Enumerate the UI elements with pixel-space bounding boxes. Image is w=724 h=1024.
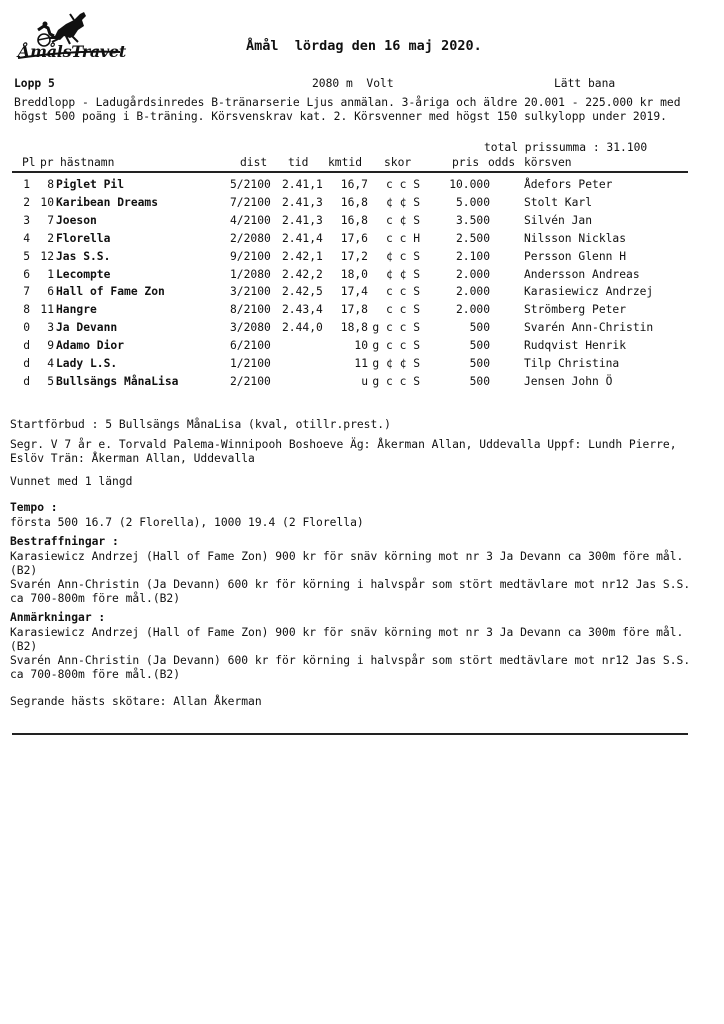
col-pr: pr <box>40 156 54 169</box>
row-horse-name: Jas S.S. <box>56 249 111 263</box>
row-dist: 7/2100 <box>230 195 271 209</box>
col-skor: skor <box>384 156 412 169</box>
row-dist: 5/2100 <box>230 178 271 191</box>
row-pl: 0 <box>23 321 30 335</box>
row-skor: c ¢ S <box>385 213 420 227</box>
row-dist: 9/2100 <box>230 249 271 263</box>
row-pris: 3.500 <box>455 213 490 227</box>
col-name: hästnamn <box>60 156 115 169</box>
row-skor: c c S <box>385 303 420 317</box>
row-kmtid: u <box>361 374 368 388</box>
footer-divider <box>12 733 688 735</box>
row-horse-name: Hangre <box>56 303 97 317</box>
row-horse-name: Hall of Fame Zon <box>56 285 165 299</box>
row-dist: 2/2100 <box>230 374 271 388</box>
row-horse-name: Lecompte <box>56 267 111 281</box>
bestraffningar-heading: Bestraffningar : <box>10 535 119 548</box>
row-pris: 10.000 <box>449 178 490 191</box>
row-pr: 1 <box>47 267 54 281</box>
anmarkning-1: Karasiewicz Andrzej (Hall of Fame Zon) 900 kr för snäv körning mot nr 3 Ja Devann ca 300m före mål.(B2) <box>10 626 684 653</box>
row-kmtid: 18,0 <box>340 267 368 281</box>
row-pris: 5.000 <box>455 195 490 209</box>
anmarkningar-heading: Anmärkningar : <box>10 611 106 624</box>
row-tid: 2.42,1 <box>282 249 323 263</box>
row-driver: Nilsson Nicklas <box>524 231 627 245</box>
row-driver: Andersson Andreas <box>524 267 640 281</box>
row-pl: 4 <box>23 231 30 245</box>
row-skor: g c c S <box>372 374 420 388</box>
startforbud-note: Startförbud : 5 Bullsängs MånaLisa (kval, otillr.prest.) <box>10 418 391 431</box>
row-pr: 3 <box>47 321 54 335</box>
amalstravet-logo <box>14 8 124 64</box>
row-pl: 6 <box>23 267 30 281</box>
row-pr: 7 <box>47 213 54 227</box>
bestraffning-1: Karasiewicz Andrzej (Hall of Fame Zon) 900 kr för snäv körning mot nr 3 Ja Devann ca 300m före mål.(B2) <box>10 550 684 577</box>
row-pr: 11 <box>40 303 54 317</box>
header-divider <box>12 171 688 173</box>
total-prize: total prissumma : 31.100 <box>484 141 648 154</box>
row-skor: g c c S <box>372 339 420 353</box>
row-horse-name: Piglet Pil <box>56 178 125 191</box>
row-tid: 2.42,5 <box>282 285 323 299</box>
row-pr: 10 <box>40 195 54 209</box>
row-skor: ¢ c S <box>385 249 420 263</box>
row-driver: Tilp Christina <box>524 357 620 370</box>
row-tid: 2.43,4 <box>282 303 323 317</box>
row-pr: 4 <box>47 357 54 370</box>
row-dist: 8/2100 <box>230 303 271 317</box>
row-pl: 8 <box>23 303 30 317</box>
track-condition: Lätt bana <box>554 77 616 90</box>
race-description: Breddlopp - Ladugårdsinredes B-tränarserie Ljus anmälan. 3-åriga och äldre 20.001 - 225.000 kr med högst 500 poäng i B-träning. Körsvenskrav kat. 2. Körsvenner med högst 150 sulkylopp under 2019. <box>14 96 681 123</box>
row-driver: Persson Glenn H <box>524 249 627 263</box>
row-pr: 12 <box>40 249 54 263</box>
row-skor: g ¢ ¢ S <box>372 357 420 370</box>
row-horse-name: Florella <box>56 231 111 245</box>
row-pl: d <box>23 339 30 353</box>
row-pl: d <box>23 374 30 388</box>
tempo-heading: Tempo : <box>10 501 58 514</box>
row-horse-name: Adamo Dior <box>56 339 125 353</box>
row-pr: 9 <box>47 339 54 353</box>
row-kmtid: 18,8 <box>340 321 368 335</box>
col-pl: Pl <box>22 156 36 169</box>
row-pr: 2 <box>47 231 54 245</box>
row-horse-name: Joeson <box>56 213 97 227</box>
row-pl: d <box>23 357 30 370</box>
row-pl: 2 <box>23 195 30 209</box>
row-kmtid: 17,2 <box>340 249 368 263</box>
row-skor: c c H <box>385 231 420 245</box>
row-skor: c c S <box>385 285 420 299</box>
row-kmtid: 16,7 <box>340 178 368 191</box>
row-skor: ¢ ¢ S <box>385 195 420 209</box>
row-pris: 2.100 <box>455 249 490 263</box>
col-tid: tid <box>288 156 309 169</box>
col-kmtid: kmtid <box>328 156 363 169</box>
row-tid: 2.41,4 <box>282 231 323 245</box>
row-driver: Strömberg Peter <box>524 303 627 317</box>
col-korsven: körsven <box>524 156 572 169</box>
row-dist: 6/2100 <box>230 339 271 353</box>
row-driver: Jensen John Ö <box>524 374 613 388</box>
row-driver: Silvén Jan <box>524 213 593 227</box>
row-pris: 2.000 <box>455 267 490 281</box>
segr-note: Segr. V 7 år e. Torvald Palema-Winnipooh Boshoeve Äg: Åkerman Allan, Uddevalla Uppf: Lundh Pierre, Eslöv Trän: Åkerman Allan, Uddevalla <box>10 438 677 465</box>
row-horse-name: Bullsängs MånaLisa <box>56 374 179 388</box>
row-pris: 500 <box>469 374 490 388</box>
row-tid: 2.42,2 <box>282 267 323 281</box>
row-pris: 500 <box>469 357 490 370</box>
row-driver: Rudqvist Henrik <box>524 339 627 353</box>
skotare-note: Segrande hästs skötare: Allan Åkerman <box>10 695 262 708</box>
row-tid: 2.41,3 <box>282 195 323 209</box>
row-tid: 2.41,3 <box>282 213 323 227</box>
row-pr: 5 <box>47 374 54 388</box>
vunnet-note: Vunnet med 1 längd <box>10 475 133 488</box>
row-kmtid: 16,8 <box>340 213 368 227</box>
row-dist: 3/2080 <box>230 321 271 335</box>
row-pr: 8 <box>47 178 54 191</box>
bestraffning-2: Svarén Ann-Christin (Ja Devann) 600 kr för körning i halvspår som stört medtävlare mot nr12 Jas S.S. ca 700-800m före mål.(B2) <box>10 578 691 605</box>
row-horse-name: Lady L.S. <box>56 357 118 370</box>
row-driver: Karasiewicz Andrzej <box>524 285 654 299</box>
row-horse-name: Karibean Dreams <box>56 195 159 209</box>
anmarkning-2: Svarén Ann-Christin (Ja Devann) 600 kr för körning i halvspår som stört medtävlare mot nr12 Jas S.S. ca 700-800m före mål.(B2) <box>10 654 691 681</box>
row-pr: 6 <box>47 285 54 299</box>
row-skor: g c c S <box>372 321 420 335</box>
tempo-text: första 500 16.7 (2 Florella), 1000 19.4 (2 Florella) <box>10 516 364 529</box>
row-pris: 2.500 <box>455 231 490 245</box>
row-tid: 2.44,0 <box>282 321 323 335</box>
row-kmtid: 17,8 <box>340 303 368 317</box>
row-kmtid: 16,8 <box>340 195 368 209</box>
row-driver: Svarén Ann-Christin <box>524 321 654 335</box>
row-kmtid: 10 <box>354 339 368 353</box>
row-pris: 2.000 <box>455 303 490 317</box>
row-kmtid: 11 <box>354 357 368 370</box>
col-odds: odds <box>488 156 516 169</box>
row-kmtid: 17,4 <box>340 285 368 299</box>
row-skor: c c S <box>385 178 420 191</box>
row-dist: 2/2080 <box>230 231 271 245</box>
row-skor: ¢ ¢ S <box>385 267 420 281</box>
row-horse-name: Ja Devann <box>56 321 118 335</box>
row-pl: 1 <box>23 178 30 191</box>
page-title: Åmål lördag den 16 maj 2020. <box>246 38 482 54</box>
col-dist: dist <box>240 156 268 169</box>
row-kmtid: 17,6 <box>340 231 368 245</box>
row-pris: 2.000 <box>455 285 490 299</box>
race-distance: 2080 m Volt <box>312 77 394 90</box>
row-driver: Stolt Karl <box>524 195 593 209</box>
row-tid: 2.41,1 <box>282 178 323 191</box>
row-dist: 4/2100 <box>230 213 271 227</box>
col-pris: pris <box>452 156 480 169</box>
row-dist: 1/2080 <box>230 267 271 281</box>
row-dist: 3/2100 <box>230 285 271 299</box>
race-number: Lopp 5 <box>14 77 55 90</box>
row-pl: 5 <box>23 249 30 263</box>
row-driver: Ådefors Peter <box>524 178 613 191</box>
row-pl: 7 <box>23 285 30 299</box>
row-pris: 500 <box>469 339 490 353</box>
row-dist: 1/2100 <box>230 357 271 370</box>
row-pris: 500 <box>469 321 490 335</box>
logo-text: ÅmålsTravet <box>18 42 126 61</box>
row-pl: 3 <box>23 213 30 227</box>
